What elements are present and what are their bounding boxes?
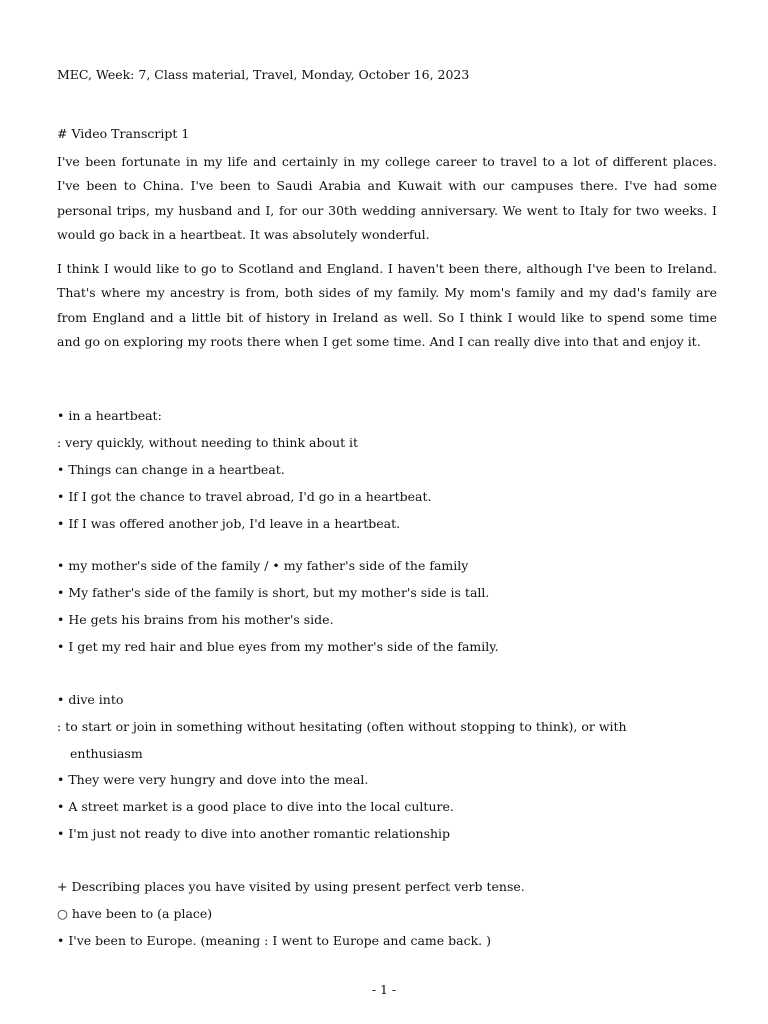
- vocab-example: • I'm just not ready to dive into another romantic relationship: [57, 826, 451, 841]
- vocab-definition-dive-into: : to start or join in something without hesitating (often without stopping to think), or with: [57, 719, 627, 734]
- document-header: MEC, Week: 7, Class material, Travel, Monday, October 16, 2023: [57, 67, 470, 82]
- vocab-term-dive-into: • dive into: [57, 692, 124, 707]
- transcript-paragraph-2: I think I would like to go to Scotland and England. I haven't been there, although I've been to Ireland. That's where my ancestry is from, both sides of my family. My mom's family and my dad's family are from England and a little bit of history in Ireland as well. So I think I would like to spend some time and go on exploring my roots there when I get some time. And I can really dive into that and enjoy it.: [57, 261, 717, 349]
- vocab-term-heartbeat: • in a heartbeat:: [57, 408, 162, 423]
- vocab-example: • My father's side of the family is short, but my mother's side is tall.: [57, 585, 490, 600]
- vocab-definition-heartbeat: : very quickly, without needing to think about it: [57, 435, 359, 450]
- vocab-example: • They were very hungry and dove into the meal.: [57, 772, 369, 787]
- vocab-example: • If I got the chance to travel abroad, I'd go in a heartbeat.: [57, 489, 432, 504]
- vocab-example: • Things can change in a heartbeat.: [57, 462, 285, 477]
- page-number: - 1 -: [371, 982, 397, 997]
- vocab-example: • A street market is a good place to dive into the local culture.: [57, 799, 454, 814]
- vocab-example: • If I was offered another job, I'd leave in a heartbeat.: [57, 516, 401, 531]
- grammar-title: + Describing places you have visited by using present perfect verb tense.: [57, 879, 525, 894]
- grammar-pattern: ○ have been to (a place): [57, 906, 213, 921]
- vocab-example: • I get my red hair and blue eyes from my mother's side of the family.: [57, 639, 499, 654]
- vocab-term-side-of-family: • my mother's side of the family / • my father's side of the family: [57, 558, 469, 573]
- grammar-example: • I've been to Europe. (meaning : I went to Europe and came back. ): [57, 933, 491, 948]
- vocab-example: • He gets his brains from his mother's side.: [57, 612, 334, 627]
- vocab-definition-dive-into-cont: enthusiasm: [70, 746, 143, 761]
- transcript-paragraph-1: I've been fortunate in my life and certainly in my college career to travel to a lot of different places. I've been to China. I've been to Saudi Arabia and Kuwait with our campuses there. I've had some personal trips, my husband and I, for our 30th wedding anniversary. We went to Italy for two weeks. I would go back in a heartbeat. It was absolutely wonderful.: [57, 154, 717, 242]
- transcript-heading: # Video Transcript 1: [57, 126, 190, 141]
